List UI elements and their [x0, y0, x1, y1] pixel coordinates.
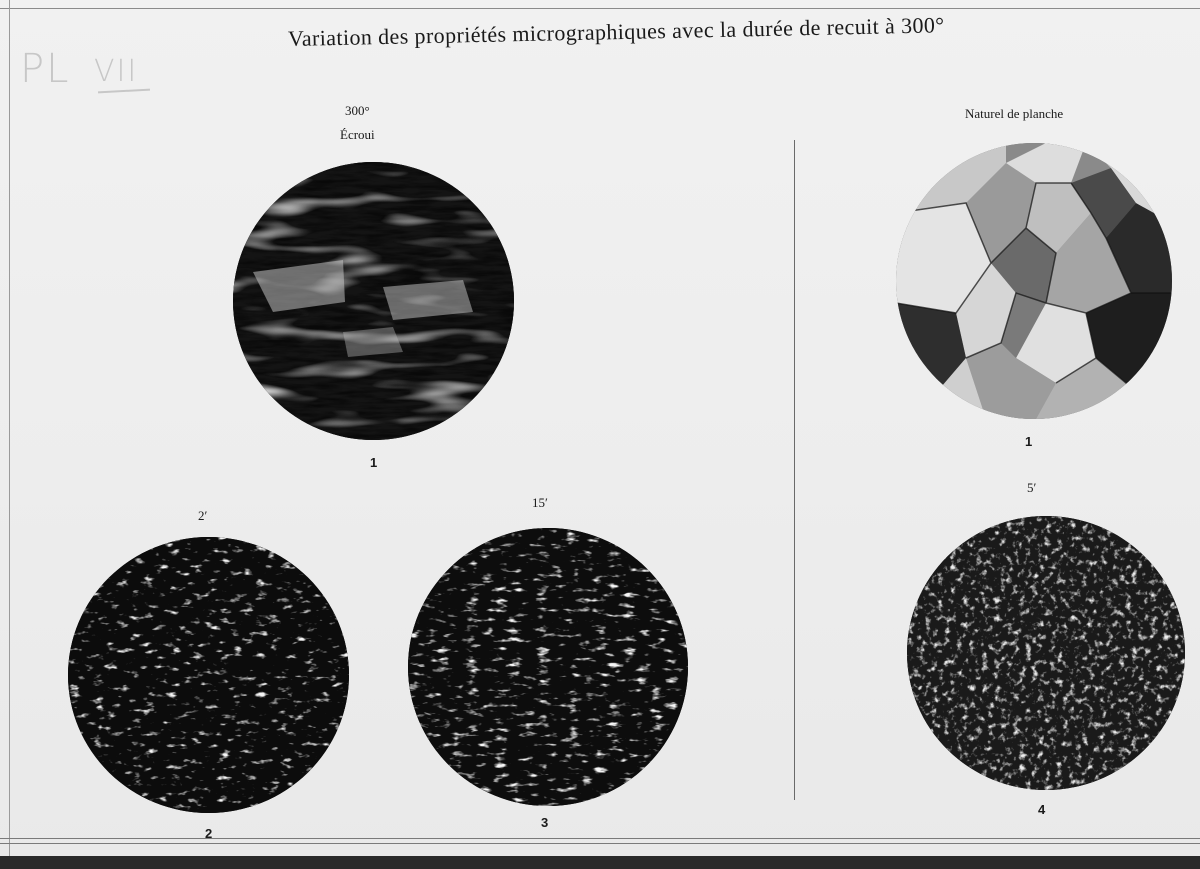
plate-title: Variation des propriétés micrographiques avec la durée de recuit à 300°: [287, 12, 945, 51]
plate-mark-underline: [98, 89, 150, 94]
bottom-shadow-band: [0, 856, 1200, 869]
micrograph-2-annealed-2min: [68, 537, 349, 813]
plate-mark-prefix: PL: [20, 46, 71, 92]
micrograph-4-number: 4: [1038, 802, 1046, 817]
micrograph-2-caption: 2′: [198, 508, 208, 523]
state-label: Écroui: [340, 127, 375, 142]
temperature-label: 300°: [345, 103, 370, 118]
plate-mark-roman: VII: [94, 54, 139, 89]
micrograph-3-number: 3: [541, 815, 549, 830]
column-divider: [794, 140, 795, 800]
micrograph-1-cold-worked: [233, 162, 514, 440]
micrograph-2-number: 2: [205, 826, 213, 841]
right-column-header: Naturel de planche: [965, 106, 1064, 121]
micrograph-4-caption: 5′: [1027, 480, 1037, 495]
micrograph-right-1-number: 1: [1025, 434, 1033, 449]
micrograph-3-caption: 15′: [532, 495, 548, 510]
micrograph-1-number: 1: [370, 455, 378, 470]
micrograph-1-natural-sheet: [896, 143, 1172, 419]
bottom-border-rule: [0, 838, 1200, 844]
top-border-rule: [0, 8, 1200, 9]
left-border-rule: [9, 0, 10, 869]
micrograph-4-annealed-5min: [907, 516, 1185, 790]
micrograph-3-annealed-15min: [408, 528, 688, 806]
handwritten-plate-mark: [14, 40, 164, 110]
